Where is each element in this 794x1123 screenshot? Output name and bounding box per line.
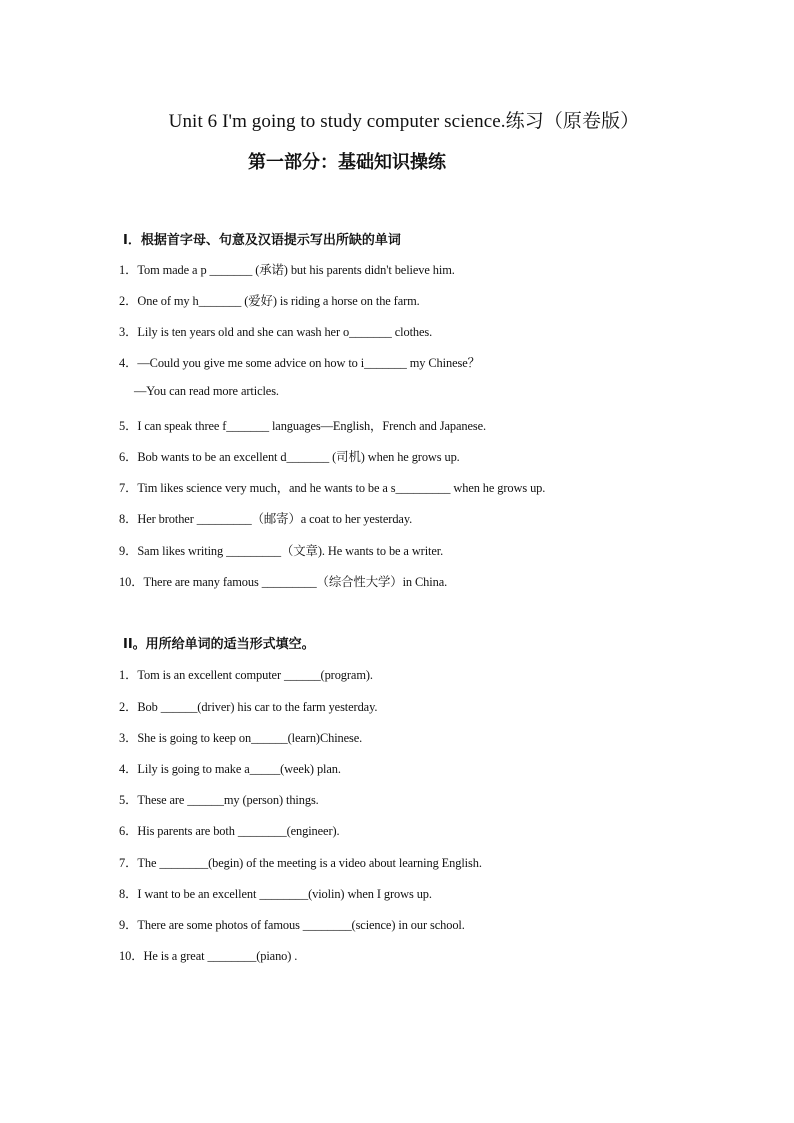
document-subtitle: 第一部分：基础知识操练 [248,152,446,173]
section-1-item-1: 1．Tom made a p _______ (承诺) but his parents didn't believe him. [119,263,455,277]
section-1-heading: I．根据首字母、句意及汉语提示写出所缺的单词 [123,233,401,248]
section-1-item-8: 8．Her brother _________（邮寄）a coat to her yesterday. [119,512,413,526]
section-2-item-5: 5．These are ______my (person) things. [119,793,319,807]
section-1-item-7: 7．Tim likes science very much，and he wants to be a s_________ when he grows up. [119,481,546,495]
section-2-item-10: 10．He is a great ________(piano) . [119,949,298,963]
section-1-item-10: 10．There are many famous _________（综合性大学）in China. [119,575,448,589]
section-1-item-4-answer: —You can read more articles. [134,384,279,398]
section-1-item-5: 5．I can speak three f_______ languages—English，French and Japanese. [119,419,486,433]
section-2-heading: II。用所给单词的适当形式填空。 [123,637,315,652]
section-1-item-2: 2．One of my h_______ (爱好) is riding a horse on the farm. [119,294,420,308]
document-title: Unit 6 I'm going to study computer science.练习（原卷版） [168,111,640,132]
section-2-item-8: 8．I want to be an excellent ________(violin) when I grows up. [119,887,432,901]
section-2-item-7: 7．The ________(begin) of the meeting is a video about learning English. [119,856,482,870]
section-2-item-1: 1．Tom is an excellent computer ______(program). [119,668,373,682]
section-2-item-4: 4．Lily is going to make a_____(week) plan. [119,762,341,776]
section-2-item-6: 6．His parents are both ________(engineer). [119,824,340,838]
section-1-item-4: 4．—Could you give me some advice on how to i_______ my Chinese？ [119,356,480,370]
section-2-item-3: 3．She is going to keep on______(learn)Chinese. [119,731,363,745]
section-1-item-6: 6．Bob wants to be an excellent d_______ (司机) when he grows up. [119,450,460,464]
section-1-item-9: 9．Sam likes writing _________（文章). He wants to be a writer. [119,544,444,558]
section-1-item-3: 3．Lily is ten years old and she can wash her o_______ clothes. [119,325,433,339]
section-2-item-2: 2．Bob ______(driver) his car to the farm yesterday. [119,700,378,714]
section-2-item-9: 9．There are some photos of famous ________(science) in our school. [119,918,465,932]
